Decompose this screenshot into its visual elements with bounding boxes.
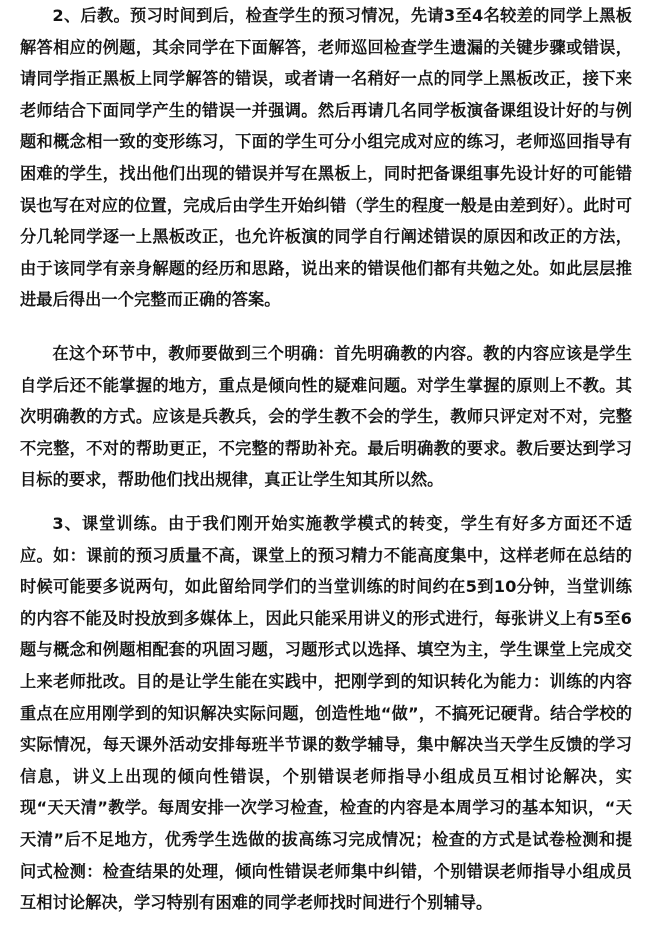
- paragraph-classroom-training: 3、课堂训练。由于我们刚开始实施教学模式的转变，学生有好多方面还不适应。如：课前的预习质量不高，课堂上的预习精力不能高度集中，这样老师在总结的时候可能要多说两句，如此留给同学们的当堂训练的时间约在5到10分钟，当堂训练的内容不能及时投放到多媒体上，因此只能采用讲义的形式进行，每张讲义上有5至6题与概念和例题相配套的巩固习题，习题形式以选择、填空为主，学生课堂上完成交上来老师批改。目的是让学生能在实践中，把刚学到的知识转化为能力：训练的内容重点在应用刚学到的知识解决实际问题，创造性地“做”，不搞死记硬背。结合学校的实际情况，每天课外活动安排每班半节课的数学辅导，集中解决当天学生反馈的学习信息，讲义上出现的倾向性错误，个别错误老师指导小组成员互相讨论解决，实现“天天清”教学。每周安排一次学习检查，检查的内容是本周学习的基本知识，“天天清”后不足地方，优秀学生选做的拔高练习完成情况；检查的方式是试卷检测和提问式检测：检查结果的处理，倾向性错误老师集中纠错，个别错误老师指导小组成员互相讨论解决，学习特别有困难的同学老师找时间进行个别辅导。: [20, 514, 632, 913]
- paragraph-post-teaching: 2、后教。预习时间到后，检查学生的预习情况，先请3至4名较差的同学上黑板解答相应的例题，其余同学在下面解答，老师巡回检查学生遗漏的关键步骤或错误，请同学指正黑板上同学解答的错误，或者请一名稍好一点的同学上黑板改正，接下来老师结合下面同学产生的错误一并强调。然后再请几名同学板演备课组设计好的与例题和概念相一致的变形练习，下面的学生可分小组完成对应的练习，老师巡回指导有困难的学生，找出他们出现的错误并写在黑板上，同时把备课组事先设计好的可能错误也写在对应的位置，完成后由学生开始纠错（学生的程度一般是由差到好）。此时可分几轮同学逐一上黑板改正，也允许板演的同学自行阐述错误的原因和改正的方法，由于该同学有亲身解题的经历和思路，说出来的错误他们都有共勉之处。如此层层推进最后得出一个完整而正确的答案。: [20, 6, 632, 310]
- paragraph-three-clarities: 在这个环节中，教师要做到三个明确：首先明确教的内容。教的内容应该是学生自学后还不能掌握的地方，重点是倾向性的疑难问题。对学生掌握的原则上不教。其次明确教的方式。应该是兵教兵，会的学生教不会的学生，教师只评定对不对，完整不完整，不对的帮助更正，不完整的帮助补充。最后明确教的要求。教后要达到学习目标的要求，帮助他们找出规律，真正让学生知其所以然。: [20, 344, 632, 490]
